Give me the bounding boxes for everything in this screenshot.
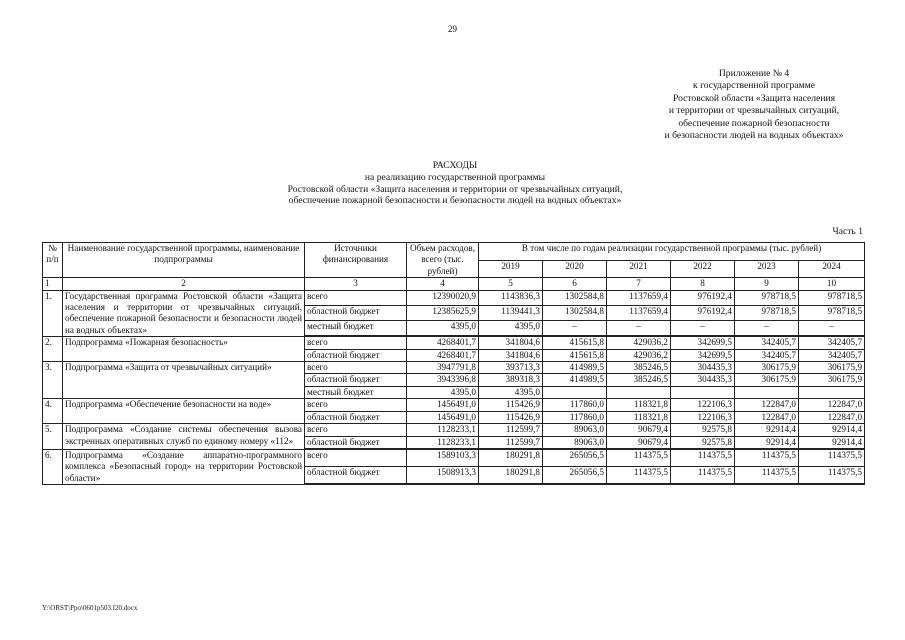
funding-source: местный бюджет [305, 320, 407, 335]
year-value: 114375,5 [607, 449, 671, 466]
funding-source: всего [305, 337, 407, 349]
column-number: 2 [63, 278, 305, 290]
year-value: 976192,4 [671, 305, 735, 320]
year-value [671, 483, 735, 484]
title-line: обеспечение пожарной безопасности и безопасности людей на водных объектах» [288, 195, 622, 207]
year-value: 92575,8 [671, 424, 735, 436]
year-value: 114375,5 [607, 466, 671, 483]
year-value [543, 386, 607, 398]
row-number: 1. [43, 290, 63, 337]
total-value: 4395,0 [407, 386, 479, 398]
year-value [735, 483, 799, 484]
year-value: 112599,7 [479, 424, 543, 436]
header-years-group: В том числе по годам реализации государственной программы (тыс. рублей) [479, 243, 865, 261]
column-number: 7 [607, 278, 671, 290]
year-value: 122847,0 [735, 411, 799, 423]
year-value: 1139441,3 [479, 305, 543, 320]
header-year: 2021 [607, 260, 671, 278]
appendix-line: и безопасности людей на водных объектах» [664, 130, 844, 142]
total-value: 12385625,9 [407, 305, 479, 320]
row-number: 4. [43, 399, 63, 424]
table-header-row [43, 243, 865, 261]
program-name: Подпрограмма «Создание аппаратно-программного комплекса «Безопасный город» на территории Ростовской области» [63, 449, 305, 484]
year-value: 385246,5 [607, 362, 671, 374]
funding-source [305, 483, 407, 484]
column-number: 1 [43, 278, 63, 290]
header-num: № п/п [43, 243, 63, 278]
appendix-line: Приложение № 4 [718, 68, 790, 79]
header-year: 2020 [543, 260, 607, 278]
table-row [43, 362, 865, 374]
funding-source: областной бюджет [305, 374, 407, 386]
year-value: 114375,5 [799, 466, 865, 483]
total-value: 4268401,7 [407, 337, 479, 349]
year-value: 92575,8 [671, 436, 735, 448]
year-value: 306175,9 [735, 362, 799, 374]
year-value: 122106,3 [671, 411, 735, 423]
year-value: 92914,4 [799, 436, 865, 448]
header-volume: Объем расходов, всего (тыс. рублей) [407, 243, 479, 278]
row-number: 2. [43, 337, 63, 362]
year-value: 92914,4 [799, 424, 865, 436]
year-value: 122106,3 [671, 399, 735, 411]
title-line: Ростовской области «Защита населения и территории от чрезвычайных ситуаций, [287, 183, 623, 195]
row-number: 6. [43, 449, 63, 484]
year-value: 306175,9 [799, 374, 865, 386]
year-value: 180291,8 [479, 449, 543, 466]
row-number: 5. [43, 424, 63, 450]
year-value [799, 483, 865, 484]
year-value: 265056,5 [543, 449, 607, 466]
year-value: 978718,5 [735, 290, 799, 305]
program-name: Подпрограмма «Создание системы обеспечения вызова экстренных оперативных служб по единому номеру «112» [63, 424, 305, 450]
funding-source: всего [305, 424, 407, 436]
appendix-line: обеспечение пожарной безопасности [678, 117, 830, 129]
program-name: Подпрограмма «Обеспечение безопасности на воде» [63, 399, 305, 424]
year-value: 342699,5 [671, 337, 735, 349]
year-value: 89063,0 [543, 436, 607, 448]
year-value: 342405,7 [799, 349, 865, 361]
year-value: 122847,0 [799, 399, 865, 411]
year-value: 1302584,8 [543, 305, 607, 320]
year-value: 122847,0 [799, 411, 865, 423]
year-value: 122847,0 [735, 399, 799, 411]
year-value: 115426,9 [479, 411, 543, 423]
table-row [43, 337, 865, 349]
total-value: 1508913,3 [407, 466, 479, 483]
funding-source: областной бюджет [305, 349, 407, 361]
year-value: 1137659,4 [607, 290, 671, 305]
funding-source: областной бюджет [305, 436, 407, 448]
header-year: 2019 [479, 260, 543, 278]
funding-source: местный бюджет [305, 386, 407, 398]
year-value: 89063,0 [543, 424, 607, 436]
column-number: 9 [735, 278, 799, 290]
year-value: 92914,4 [735, 424, 799, 436]
year-value: 978718,5 [799, 305, 865, 320]
year-value: 1143836,3 [479, 290, 543, 305]
header-year: 2023 [735, 260, 799, 278]
year-value: 306175,9 [799, 362, 865, 374]
year-value [607, 483, 671, 484]
year-value: 114375,5 [671, 449, 735, 466]
appendix-line: и территории от чрезвычайных ситуаций, [668, 105, 840, 117]
year-value: 414989,5 [543, 374, 607, 386]
appendix-line: к государственной программе [693, 80, 815, 92]
total-value: 3943396,8 [407, 374, 479, 386]
year-value: 112599,7 [479, 436, 543, 448]
year-value [799, 386, 865, 398]
header-name: Наименование государственной программы, наименование подпрограммы [63, 243, 305, 278]
expenses-table [42, 242, 865, 485]
header-year: 2022 [671, 260, 735, 278]
header-source: Источники финансирования [305, 243, 407, 278]
funding-source: всего [305, 399, 407, 411]
column-number: 10 [799, 278, 865, 290]
year-value: 389318,3 [479, 374, 543, 386]
total-value: 4268401,7 [407, 349, 479, 361]
total-value: 1128233,1 [407, 424, 479, 436]
year-value: 304435,3 [671, 362, 735, 374]
year-value: 1302584,8 [543, 290, 607, 305]
year-value [607, 386, 671, 398]
column-number: 8 [671, 278, 735, 290]
year-value: 118321,8 [607, 411, 671, 423]
year-value: – [543, 320, 607, 335]
total-value [407, 483, 479, 484]
program-name: Государственная программа Ростовской области «Защита населения и территории от чрезвычайных ситуаций, обеспечение пожарной безопасности и безопасности людей на водных объектах» [63, 290, 305, 337]
year-value: 385246,5 [607, 374, 671, 386]
total-value: 1456491,0 [407, 399, 479, 411]
title-line: на реализацию государственной программы [364, 171, 546, 183]
year-value: 114375,5 [799, 449, 865, 466]
program-name: Подпрограмма «Защита от чрезвычайных ситуаций» [63, 362, 305, 399]
year-value: 115426,9 [479, 399, 543, 411]
total-value: 1456491,0 [407, 411, 479, 423]
year-value: 4395,0 [479, 320, 543, 335]
year-value: 118321,8 [607, 399, 671, 411]
year-value: 90679,4 [607, 436, 671, 448]
total-value: 3947791,8 [407, 362, 479, 374]
year-value: 4395,0 [479, 386, 543, 398]
total-value: 1128233,1 [407, 436, 479, 448]
total-value: 1589103,3 [407, 449, 479, 466]
year-value: 304435,3 [671, 374, 735, 386]
year-value: 415615,8 [543, 337, 607, 349]
year-value: 114375,5 [735, 449, 799, 466]
funding-source: областной бюджет [305, 305, 407, 320]
year-value: 90679,4 [607, 424, 671, 436]
total-value: 12390020,9 [407, 290, 479, 305]
table-row [43, 290, 865, 305]
year-value: 342405,7 [735, 337, 799, 349]
year-value: – [607, 320, 671, 335]
year-value: 342699,5 [671, 349, 735, 361]
year-value: 92914,4 [735, 436, 799, 448]
column-number: 4 [407, 278, 479, 290]
appendix-note [648, 68, 860, 142]
year-value: 114375,5 [735, 466, 799, 483]
funding-source: всего [305, 449, 407, 466]
year-value [735, 386, 799, 398]
funding-source: областной бюджет [305, 411, 407, 423]
year-value [543, 483, 607, 484]
table-row [43, 399, 865, 411]
year-value: 415615,8 [543, 349, 607, 361]
year-value: 117860,0 [543, 399, 607, 411]
header-year: 2024 [799, 260, 865, 278]
year-value: 978718,5 [799, 290, 865, 305]
year-value: 414989,5 [543, 362, 607, 374]
funding-source: всего [305, 290, 407, 305]
program-name: Подпрограмма «Пожарная безопасность» [63, 337, 305, 362]
year-value: 341804,6 [479, 337, 543, 349]
year-value: 429036,2 [607, 337, 671, 349]
year-value: 342405,7 [735, 349, 799, 361]
column-number: 5 [479, 278, 543, 290]
title-line: РАСХОДЫ [432, 160, 478, 171]
appendix-line: Ростовской области «Защита населения [672, 92, 836, 104]
year-value: 1137659,4 [607, 305, 671, 320]
year-value: 117860,0 [543, 411, 607, 423]
year-value: 180291,8 [479, 466, 543, 483]
column-number: 3 [305, 278, 407, 290]
total-value: 4395,0 [407, 320, 479, 335]
year-value [479, 483, 543, 484]
year-value [671, 386, 735, 398]
document-title [220, 160, 690, 207]
funding-source: областной бюджет [305, 466, 407, 483]
footer-file-path: Y:\ORST\Ppo\0601p503.f20.docx [42, 604, 138, 612]
column-number-row [43, 278, 865, 290]
year-value: 265056,5 [543, 466, 607, 483]
year-value: – [671, 320, 735, 335]
year-value: 306175,9 [735, 374, 799, 386]
year-value: – [735, 320, 799, 335]
year-value: 976192,4 [671, 290, 735, 305]
year-value: 342405,7 [799, 337, 865, 349]
year-value: 429036,2 [607, 349, 671, 361]
year-value: 978718,5 [735, 305, 799, 320]
year-value: – [799, 320, 865, 335]
row-number: 3. [43, 362, 63, 399]
year-value: 341804,6 [479, 349, 543, 361]
funding-source: всего [305, 362, 407, 374]
table-row [43, 424, 865, 436]
page-number: 29 [448, 24, 457, 34]
year-value: 114375,5 [671, 466, 735, 483]
year-value: 393713,3 [479, 362, 543, 374]
column-number: 6 [543, 278, 607, 290]
part-label: Часть 1 [832, 226, 863, 237]
table-row [43, 449, 865, 466]
